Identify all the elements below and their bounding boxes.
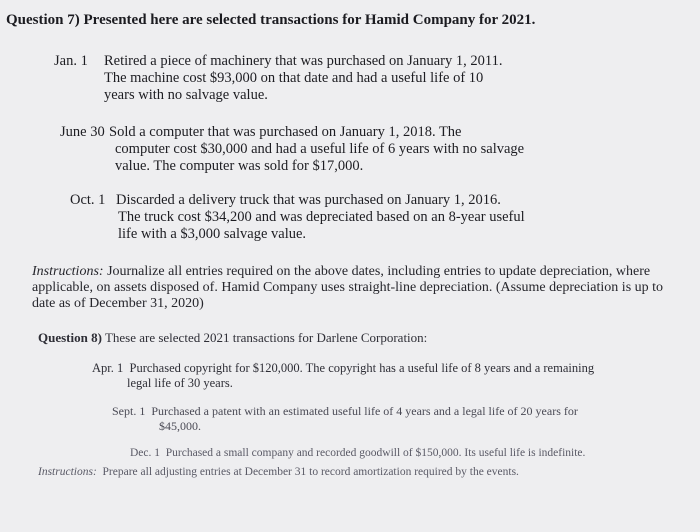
q7-entry-1-line-3: years with no salvage value. (104, 87, 268, 103)
q8-entry-1 (92, 361, 594, 391)
q8-entry-3-date: Dec. 1 (130, 447, 161, 459)
q8-entry-2 (112, 404, 578, 434)
q7-entry-1-text (104, 53, 502, 104)
q8-instructions-label: Instructions: (38, 466, 97, 478)
q7-entry-2-line-3: value. The computer was sold for $17,000. (115, 158, 364, 174)
q7-entry-1-line-1: Retired a piece of machinery that was purchased on January 1, 2011. (104, 53, 503, 69)
q8-instructions-text: Prepare all adjusting entries at December 31 to record amortization required by the events. (102, 466, 519, 478)
q7-entry-2-text (109, 124, 524, 175)
q7-entry-3-line-3: life with a $3,000 salvage value. (118, 226, 307, 242)
q7-entry-2-line-2: computer cost $30,000 and had a useful life of 6 years with no salvage (115, 141, 525, 157)
question-8-number: Question 8) (38, 330, 102, 345)
q7-entry-3-line-1: Discarded a delivery truck that was purchased on January 1, 2016. (116, 192, 501, 208)
q7-entry-3-date: Oct. 1 (70, 192, 106, 208)
question-7-heading: Presented here are selected transactions for Hamid Company for 2021. (83, 12, 536, 28)
q7-entry-1-date: Jan. 1 (54, 53, 88, 69)
question-7-title (6, 12, 535, 29)
q7-instructions (32, 264, 663, 312)
question-8-heading: These are selected 2021 transactions for Darlene Corporation: (104, 330, 428, 345)
q8-entry-1-line-2: legal life of 30 years. (127, 376, 233, 390)
q7-entry-2-date: June 30 (60, 124, 105, 140)
question-8-title (38, 330, 427, 346)
question-7-number: Question 7) (6, 12, 80, 28)
q8-entry-1-line-1: Purchased copyright for $120,000. The copyright has a useful life of 8 years and a remaining (129, 361, 595, 375)
q7-instructions-line-2: applicable, on assets disposed of. Hamid Company uses straight-line depreciation. (Assume depreciation is up to (32, 280, 664, 295)
q8-entry-1-date: Apr. 1 (92, 361, 124, 375)
q8-entry-3-line-1: Purchased a small company and recorded goodwill of $150,000. Its useful life is indefinite. (165, 447, 586, 459)
q8-entry-3 (130, 446, 585, 461)
q7-entry-3-line-2: The truck cost $34,200 and was depreciated based on an 8-year useful (118, 209, 525, 225)
q8-instructions (38, 465, 519, 480)
q7-instructions-line-3: date as of December 31, 2020) (32, 296, 204, 311)
q7-instructions-label: Instructions: (32, 264, 104, 279)
q8-entry-2-line-2: $45,000. (159, 419, 201, 433)
q7-entry-2-line-1: Sold a computer that was purchased on January 1, 2018. The (109, 124, 462, 140)
q7-entry-1-line-2: The machine cost $93,000 on that date and had a useful life of 10 (104, 70, 484, 86)
q7-instructions-line-1 (32, 264, 663, 280)
q8-entry-2-line-1: Purchased a patent with an estimated useful life of 4 years and a legal life of 20 years for (151, 404, 578, 418)
q7-entry-3-text (116, 192, 525, 243)
q8-entry-2-date: Sept. 1 (112, 404, 146, 418)
q7-instructions-line-1-text: Journalize all entries required on the above dates, including entries to update depreciation, where (107, 264, 651, 279)
